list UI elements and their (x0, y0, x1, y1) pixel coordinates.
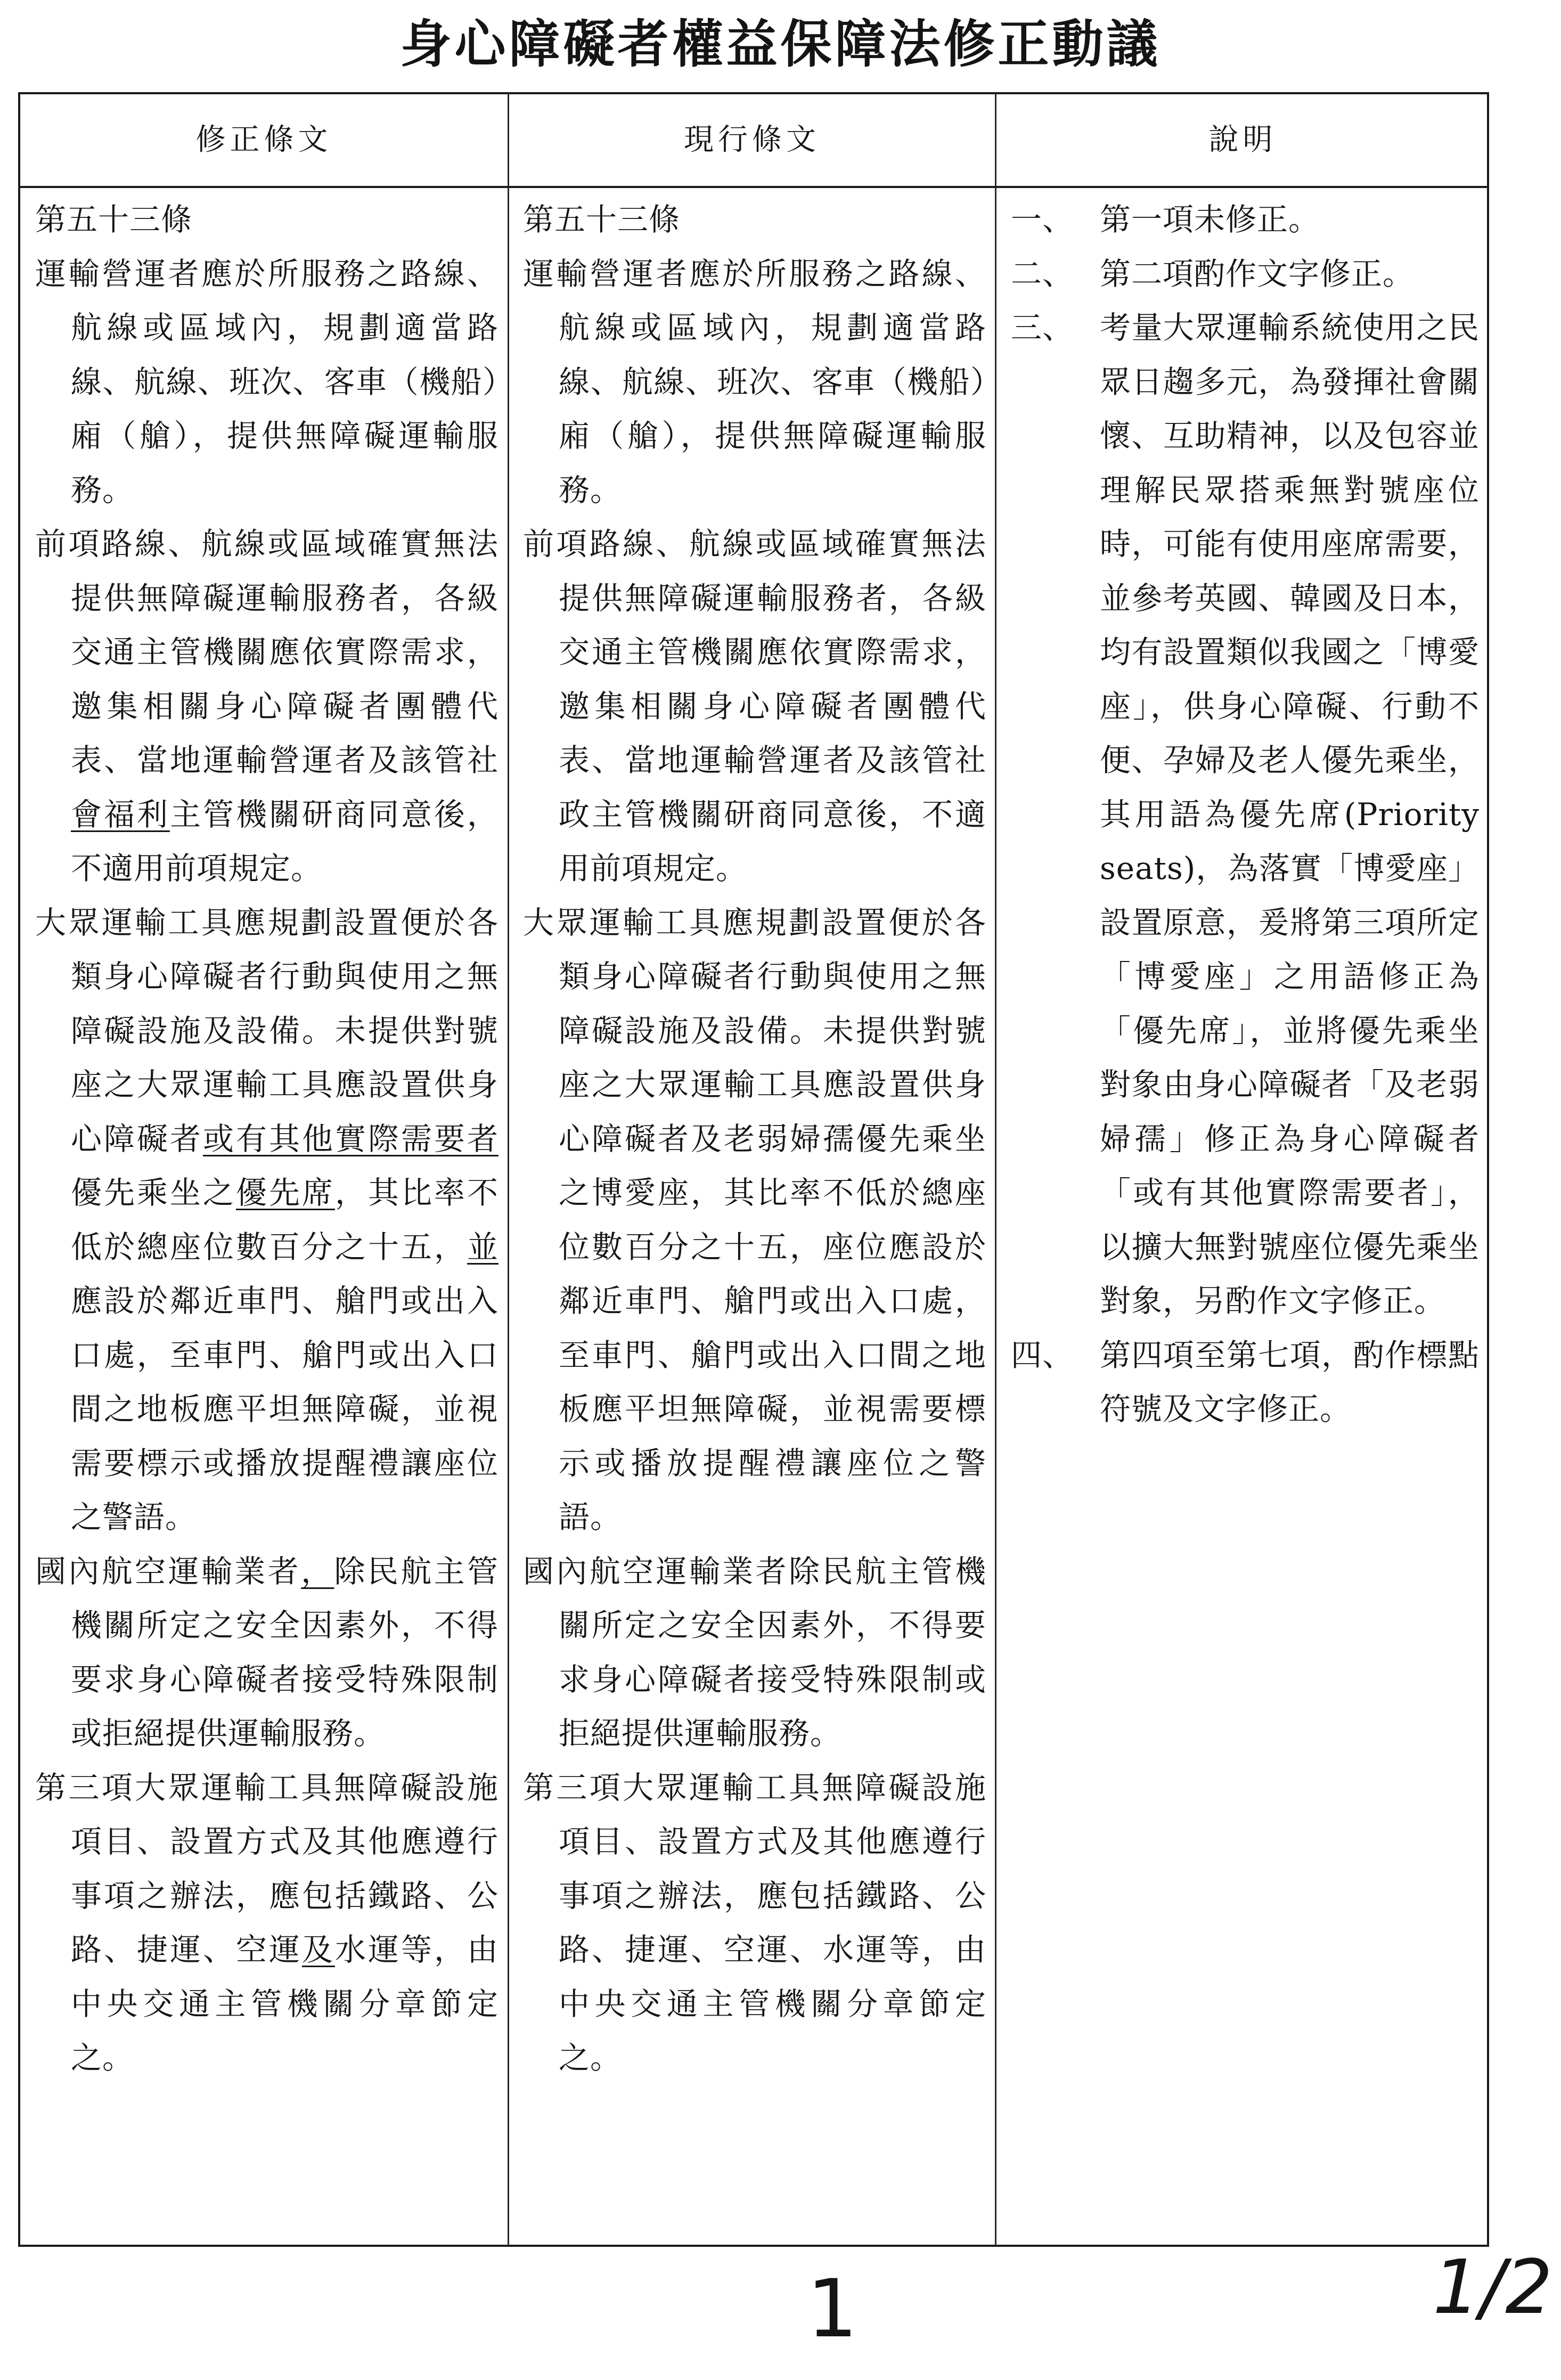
note-item (1011, 1328, 1480, 1437)
current-article-title: 第五十三條 (523, 201, 681, 238)
underlined-amendment: ， (301, 1553, 334, 1590)
text-run: 國內航空運輸業者 (35, 1553, 301, 1590)
amended-paragraph-5 (35, 1761, 498, 2085)
amended-article-title: 第五十三條 (35, 201, 193, 238)
text-run: 前項路線、航線或區域確實無法提供無障礙運輸服務者，各級交通主管機關應依實際需求，邀集相關身心障礙者團體代表、當地運輸營運者及該管社 (35, 526, 498, 778)
page-fraction: 1/2 (1433, 2244, 1553, 2331)
note-item (1011, 247, 1480, 301)
header-divider (20, 186, 1487, 188)
amendment-table (18, 92, 1489, 2247)
amended-paragraph-1: 運輸營運者應於所服務之路線、航線或區域內，規劃適當路線、航線、班次、客車（機船）廂（艙），提供無障礙運輸服務。 (35, 255, 498, 508)
current-paragraph-4: 國內航空運輸業者除民航主管機關所定之安全因素外，不得要求身心障礙者接受特殊限制或拒絕提供運輸服務。 (523, 1553, 986, 1751)
text-run: 水運等，由中央交通主管機關分章節定之。 (71, 1931, 498, 2076)
note-number: 一、 (1011, 201, 1074, 238)
current-paragraph-5: 第三項大眾運輸工具無障礙設施項目、設置方式及其他應遵行事項之辦法，應包括鐵路、公路、捷運、空運、水運等，由中央交通主管機關分章節定之。 (523, 1769, 986, 2076)
note-text: 第一項未修正。 (1100, 201, 1320, 238)
header-amended: 修正條文 (195, 123, 332, 157)
current-paragraph-3: 大眾運輸工具應規劃設置便於各類身心障礙者行動與使用之無障礙設施及設備。未提供對號座之大眾運輸工具應設置供身心障礙者及老弱婦孺優先乘坐之博愛座，其比率不低於總座位數百分之十五，座位應設於鄰近車門、艙門或出入口處，至車門、艙門或出入口間之地板應平坦無障礙，並視需要標示或播放提醒禮讓座位之警語。 (523, 904, 986, 1535)
text-run: 主管機關研商同意後，不適用前項規定。 (71, 796, 498, 886)
header-notes: 說明 (1208, 123, 1277, 157)
text-run: 大眾運輸工具應規劃設置便於各類身心障礙者行動與使用之無障礙設施及設備。未提供對號座之大眾運輸工具應設置供身心障礙者 (35, 904, 498, 1157)
note-number: 三、 (1011, 309, 1074, 346)
underlined-amendment: 並 (467, 1228, 498, 1265)
underlined-amendment: 優先席 (235, 1175, 335, 1211)
amended-paragraph-2 (35, 517, 498, 896)
note-text: 考量大眾運輸系統使用之民眾日趨多元，為發揮社會關懷、互助精神，以及包容並理解民眾搭乘無對號座位時，可能有使用座席需要，並參考英國、韓國及日本，均有設置類似我國之「博愛座」，供身心障礙、行動不便、孕婦及老人優先乘坐，其用語為優先席(Priority seats)，為落實「博愛座」設置原意，爰將第三項所定「博愛座」之用語修正為「優先席」，並將優先乘坐對象由身心障礙者「及老弱婦孺」修正為身心障礙者「或有其他實際需要者」，以擴大無對號座位優先乘坐對象，另酌作文字修正。 (1100, 309, 1480, 1319)
page-number: 1 (807, 2263, 858, 2355)
text-run: 除民航主管機關所定之安全因素外，不得要求身心障礙者接受特殊限制或拒絕提供運輸服務。 (71, 1553, 498, 1751)
column-divider (995, 94, 996, 2245)
document-title: 身心障礙者權益保障法修正動議 (400, 14, 1161, 74)
column-divider (508, 94, 509, 2245)
note-text: 第四項至第七項，酌作標點符號及文字修正。 (1100, 1336, 1480, 1427)
text-run: ，其比率不低於總座位數百分之十五， (71, 1175, 498, 1265)
current-paragraph-2: 前項路線、航線或區域確實無法提供無障礙運輸服務者，各級交通主管機關應依實際需求，邀集相關身心障礙者團體代表、當地運輸營運者及該管社政主管機關研商同意後，不適用前項規定。 (523, 526, 986, 886)
notes-list (1011, 193, 1480, 1437)
text-run: 第三項大眾運輸工具無障礙設施項目、設置方式及其他應遵行事項之辦法，應包括鐵路、公路、捷運、空運 (35, 1769, 498, 1968)
note-item (1011, 193, 1480, 247)
current-paragraph-1: 運輸營運者應於所服務之路線、航線或區域內，規劃適當路線、航線、班次、客車（機船）廂（艙），提供無障礙運輸服務。 (523, 255, 986, 508)
underlined-amendment: 或有其他實際需要者 (203, 1120, 498, 1157)
underlined-amendment: 會福利 (71, 796, 170, 833)
amended-paragraph-3 (35, 896, 498, 1545)
amended-column (35, 193, 498, 2085)
text-run: 應設於鄰近車門、艙門或出入口處，至車門、艙門或出入口間之地板應平坦無障礙，並視需要標示或播放提醒禮讓座位之警語。 (71, 1283, 498, 1535)
amended-paragraph-4 (35, 1545, 498, 1761)
note-text: 第二項酌作文字修正。 (1100, 255, 1415, 292)
header-current: 現行條文 (684, 123, 820, 157)
current-column (523, 193, 986, 2085)
note-number: 四、 (1011, 1336, 1074, 1373)
underlined-amendment: 及 (301, 1931, 335, 1968)
note-number: 二、 (1011, 255, 1074, 292)
note-item (1011, 301, 1480, 1328)
notes-column (1011, 193, 1480, 1437)
text-run: 優先乘坐之 (71, 1175, 236, 1211)
